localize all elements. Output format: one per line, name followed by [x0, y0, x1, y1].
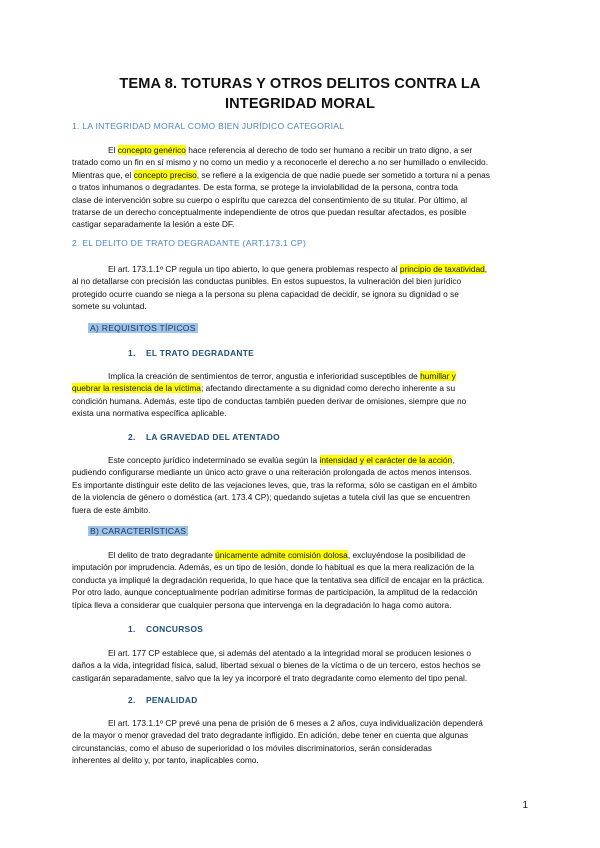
trato-degradante-heading: 1. EL TRATO DEGRADANTE — [128, 348, 255, 358]
penalidad-paragraph: El art. 173.1.1º CP prevé una pena de prisión de 6 meses a 2 años, cuya individualización dependerá de la mayor o menor gravedad del trato degradante infligido. En adición, debe tener en cuenta que algunas circunstancias, como el abuso de superioridad o los móviles discriminatorios, serán consideradas inherentes al delito y, por tanto, inaplicables como. — [72, 718, 483, 766]
highlight-comision-dolosa: únicamente admite comisión dolosa — [215, 550, 348, 560]
penalidad-heading: 2. PENALIDAD — [128, 695, 198, 705]
page-title — [72, 74, 528, 114]
section-2-paragraph: El art. 173.1.1º CP regula un tipo abierto, lo que genera problemas respecto al principio de taxatividad, al no detallarse con precisión las conductas punibles. En estos supuestos, la vulneración del bien jurídico protegido ocurre cuando se niega a la persona su plena capacidad de decidir, se ignora su dignidad o se somete su voluntad. — [72, 264, 488, 312]
section-1-paragraph: El concepto genérico hace referencia al derecho de todo ser humano a recibir un trato digno, a ser tratado como un fin en sí mismo y no como un medio y a reconocerle el derecho a no ser humillado o envilecido. Mientras que, el concepto preciso, se refiere a la exigencia de que nadie puede ser sometido a tortura ni a penas o tratos inhumanos o degradantes. De esta forma, se protege la inviolabilidad de la persona, contra toda clase de intervención sobre su cuerpo o espíritu que carezca del consentimiento de su titular. Por último, al tratarse de un derecho conceptualmente independiente de otros que puedan resultar afectados, es posible castigar separadamente la lesión a este DF. — [72, 145, 490, 230]
subsection-a-heading: A) REQUISITOS TÍPICOS — [90, 323, 196, 333]
section-1-heading: 1. LA INTEGRIDAD MORAL COMO BIEN JURÍDICO CATEGORIAL — [72, 121, 345, 131]
title-line-1: TEMA 8. TOTURAS Y OTROS DELITOS CONTRA LA — [119, 76, 481, 92]
concursos-paragraph: El art. 177 CP establece que, si además del atentado a la integridad moral se producen lesiones o daños a la vida, integridad física, salud, libertad sexual o bienes de la víctima o de un tercero, estos hechos se castigarán separadamente, salvo que la ley ya incorporé el trato degradante como elemento del tipo penal. — [72, 648, 481, 683]
trato-degradante-paragraph: Implica la creación de sentimientos de terror, angustia e inferioridad susceptibles de humillar y quebrar la resistencia de la víctima; afectando directamente a su dignidad como derecho inherente a su condición humana. Además, este tipo de conductas también pueden derivar de omisiones, siempre que no exista una normativa específica aplicable. — [72, 371, 467, 419]
concursos-heading: 1. CONCURSOS — [128, 624, 204, 634]
gravedad-atentado-heading: 2. LA GRAVEDAD DEL ATENTADO — [128, 432, 280, 442]
highlight-quebrar-resistencia: quebrar la resistencia de la víctima — [72, 383, 201, 394]
gravedad-atentado-paragraph: Este concepto jurídico indeterminado se evalúa según la intensidad y el carácter de la acción, pudiendo configurarse mediante un único acto grave o una reiteración prolongada de actos menos intensos. Es importante distinguir este delito de las vejaciones leves, que, tras la reforma, sólo se castigan en el ámbito de la violencia de género o doméstica (art. 173.4 CP); quedando sujetas a tutela civil las que se encuentren fuera de este ámbito. — [72, 455, 477, 515]
highlight-intensidad-caracter: intensidad y el carácter de la acción — [319, 455, 453, 465]
page-number: 1 — [522, 800, 528, 811]
subsection-b-heading: B) CARACTERÍSTICAS — [90, 526, 187, 536]
title-line-2: INTEGRIDAD MORAL — [225, 96, 375, 112]
highlight-concepto-generico: concepto genérico — [117, 145, 186, 155]
section-2-heading: 2. EL DELITO DE TRATO DEGRADANTE (ART.173.1 CP) — [72, 238, 307, 248]
highlight-principio-taxatividad: principio de taxatividad — [399, 264, 485, 274]
highlight-concepto-preciso: concepto preciso — [133, 169, 197, 180]
caracteristicas-paragraph: El delito de trato degradante únicamente admite comisión dolosa, excluyéndose la posibilidad de imputación por imprudencia. Además, es un tipo de lesión, donde lo habitual es que la mera realización de la conducta ya impliqué la degradación requerida, lo que hace que la tentativa sea difícil de encajar en la práctica. Por otro lado, aunque conceptualmente podrían admitirse formas de participación, la amplitud de la redacción típica lleva a considerar que cualquier persona que intervenga en la degradación lo haga como autora. — [72, 550, 485, 610]
highlight-humillar: humillar y — [420, 371, 456, 381]
